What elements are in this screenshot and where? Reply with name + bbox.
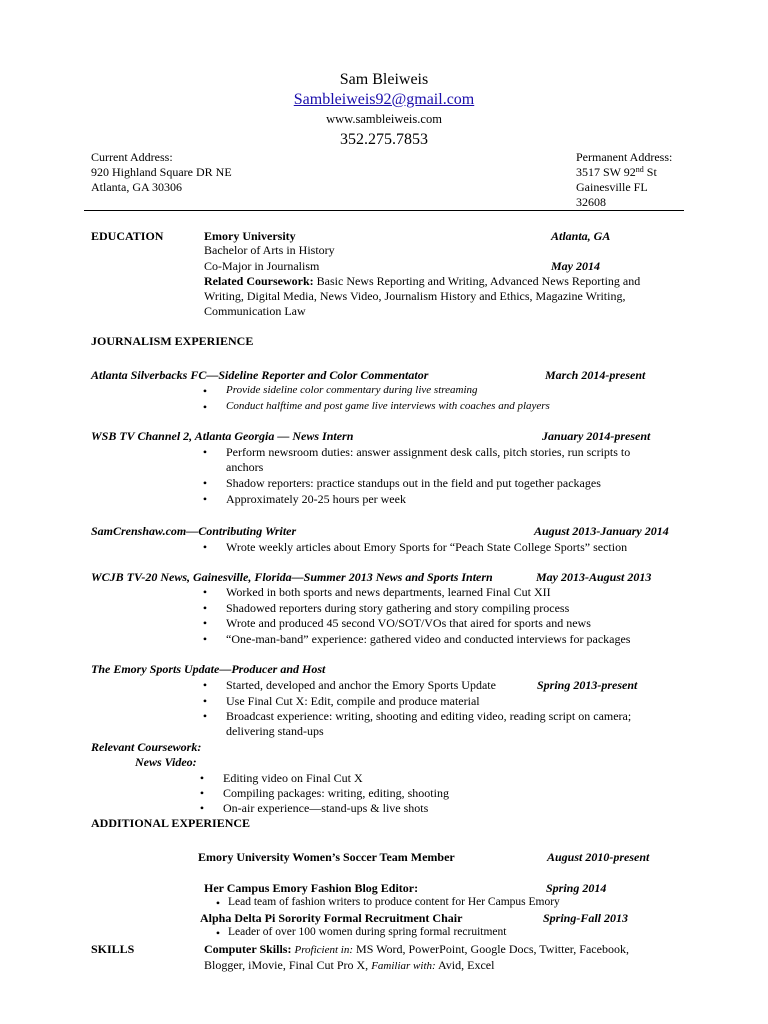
phone-number: 352.275.7853 xyxy=(340,131,428,148)
bullet-icon xyxy=(200,585,210,599)
permanent-address xyxy=(576,150,672,210)
education-coursework-line2: Writing, Digital Media, News Video, Journalism History and Ethics, Magazine Writing, xyxy=(204,289,626,303)
education-coursework-line3: Communication Law xyxy=(204,304,306,318)
job-bullet: “One-man-band” experience: gathered video and conducted interviews for packages xyxy=(226,632,631,646)
education-location: Atlanta, GA xyxy=(551,229,611,243)
skills-line2 xyxy=(204,958,494,973)
news-video-label: News Video: xyxy=(135,755,197,769)
email-link[interactable]: Sambleiweis92@gmail.com xyxy=(293,91,475,108)
permanent-address-line3: 32608 xyxy=(576,195,606,209)
bullet-icon xyxy=(197,801,207,815)
bullet-icon xyxy=(213,926,223,940)
job-bullet: Conduct halftime and post game live interviews with coaches and players xyxy=(226,400,550,412)
job-bullet: Perform newsroom duties: answer assignment desk calls, pitch stories, run scripts to xyxy=(226,445,631,459)
permanent-address-line1 xyxy=(576,165,672,180)
job-title: WSB TV Channel 2, Atlanta Georgia — News Intern xyxy=(91,429,354,443)
website-text: www.sambleiweis.com xyxy=(326,112,442,126)
bullet-icon xyxy=(197,786,207,800)
familiar-list: Avid, Excel xyxy=(435,958,495,972)
course-bullet: On-air experience—stand-ups & live shots xyxy=(223,801,429,815)
job-date: May 2013-August 2013 xyxy=(536,570,652,584)
adpi-title: Alpha Delta Pi Sorority Formal Recruitment Chair xyxy=(200,911,463,925)
job-date: March 2014-present xyxy=(545,368,646,382)
job-bullet: Shadowed reporters during story gathering and story compiling process xyxy=(226,601,570,615)
bullet-icon xyxy=(200,476,210,490)
job-title: SamCrenshaw.com—Contributing Writer xyxy=(91,524,297,538)
skills-line1 xyxy=(204,942,629,957)
education-coursework-line1 xyxy=(204,274,640,288)
bullet-icon xyxy=(200,709,210,723)
bullet-icon xyxy=(200,540,210,554)
proficient-list: MS Word, PowerPoint, Google Docs, Twitter, Facebook, xyxy=(353,942,629,956)
bullet-icon xyxy=(200,694,210,708)
bullet-icon xyxy=(200,445,210,459)
soccer-date: August 2010-present xyxy=(547,850,650,864)
resume-name: Sam Bleiweis xyxy=(339,71,429,88)
street-suffix: St xyxy=(643,165,657,179)
adpi-date: Spring-Fall 2013 xyxy=(543,911,629,925)
course-bullet: Compiling packages: writing, editing, shooting xyxy=(223,786,449,800)
job-bullet-continued: anchors xyxy=(226,460,264,474)
education-heading: EDUCATION xyxy=(91,229,164,243)
job-bullet: Wrote and produced 45 second VO/SOT/VOs that aired for sports and news xyxy=(226,616,591,630)
job-bullet: Use Final Cut X: Edit, compile and produce material xyxy=(226,694,480,708)
bullet-icon xyxy=(200,400,210,414)
familiar-label: Familiar with: xyxy=(371,960,436,972)
current-address xyxy=(91,150,232,195)
bullet-icon xyxy=(200,616,210,630)
adpi-bullet: Leader of over 100 women during spring formal recruitment xyxy=(228,926,507,938)
skills-line2-text: Blogger, iMovie, Final Cut Pro X, xyxy=(204,958,372,972)
her-campus-title: Her Campus Emory Fashion Blog Editor: xyxy=(204,881,419,895)
her-campus-bullet: Lead team of fashion writers to produce content for Her Campus Emory xyxy=(228,896,560,908)
education-comajor: Co-Major in Journalism xyxy=(204,259,320,273)
journalism-heading: JOURNALISM EXPERIENCE xyxy=(91,334,254,348)
job-bullet-continued: delivering stand-ups xyxy=(226,724,324,738)
permanent-address-line2: Gainesville FL xyxy=(576,180,648,194)
coursework-label: Related Coursework: xyxy=(204,274,314,288)
course-bullet: Editing video on Final Cut X xyxy=(223,771,363,785)
bullet-icon xyxy=(197,771,207,785)
additional-heading: ADDITIONAL EXPERIENCE xyxy=(91,816,251,830)
job-bullet: Provide sideline color commentary during live streaming xyxy=(226,384,478,396)
job-date: Spring 2013-present xyxy=(537,678,638,692)
job-title: Atlanta Silverbacks FC—Sideline Reporter and Color Commentator xyxy=(91,368,429,382)
job-bullet: Worked in both sports and news departments, learned Final Cut XII xyxy=(226,585,551,599)
education-school: Emory University xyxy=(204,229,296,243)
skills-heading: SKILLS xyxy=(91,942,135,956)
job-bullet: Wrote weekly articles about Emory Sports for “Peach State College Sports” section xyxy=(226,540,628,554)
job-date: January 2014-present xyxy=(542,429,651,443)
bullet-icon xyxy=(200,632,210,646)
education-degree: Bachelor of Arts in History xyxy=(204,243,335,257)
permanent-address-label: Permanent Address: xyxy=(576,150,673,164)
coursework-text1: Basic News Reporting and Writing, Advanced News Reporting and xyxy=(313,274,641,288)
bullet-icon xyxy=(200,492,210,506)
soccer-title: Emory University Women’s Soccer Team Member xyxy=(198,850,455,864)
job-bullet: Broadcast experience: writing, shooting and editing video, reading script on camera; xyxy=(226,709,632,723)
current-address-line1: 920 Highland Square DR NE xyxy=(91,165,232,179)
job-title: WCJB TV-20 News, Gainesville, Florida—Summer 2013 News and Sports Intern xyxy=(91,570,493,584)
relevant-coursework-label: Relevant Coursework: xyxy=(91,740,202,754)
bullet-icon xyxy=(213,896,223,910)
bullet-icon xyxy=(200,601,210,615)
her-campus-date: Spring 2014 xyxy=(546,881,607,895)
job-bullet: Started, developed and anchor the Emory Sports Update xyxy=(226,678,496,692)
current-address-label: Current Address: xyxy=(91,150,173,164)
bullet-icon xyxy=(200,678,210,692)
computer-skills-label: Computer Skills: xyxy=(204,942,292,956)
street-number: 3517 SW 92 xyxy=(576,165,636,179)
bullet-icon xyxy=(200,384,210,398)
job-title: The Emory Sports Update—Producer and Host xyxy=(91,662,326,676)
ordinal-suffix: nd xyxy=(635,165,644,174)
job-bullet: Approximately 20-25 hours per week xyxy=(226,492,406,506)
education-date: May 2014 xyxy=(551,259,600,273)
job-bullet: Shadow reporters: practice standups out in the field and put together packages xyxy=(226,476,601,490)
current-address-line2: Atlanta, GA 30306 xyxy=(91,180,182,194)
job-date: August 2013-January 2014 xyxy=(534,524,669,538)
header-divider xyxy=(84,210,684,211)
proficient-label: Proficient in: xyxy=(294,944,354,956)
